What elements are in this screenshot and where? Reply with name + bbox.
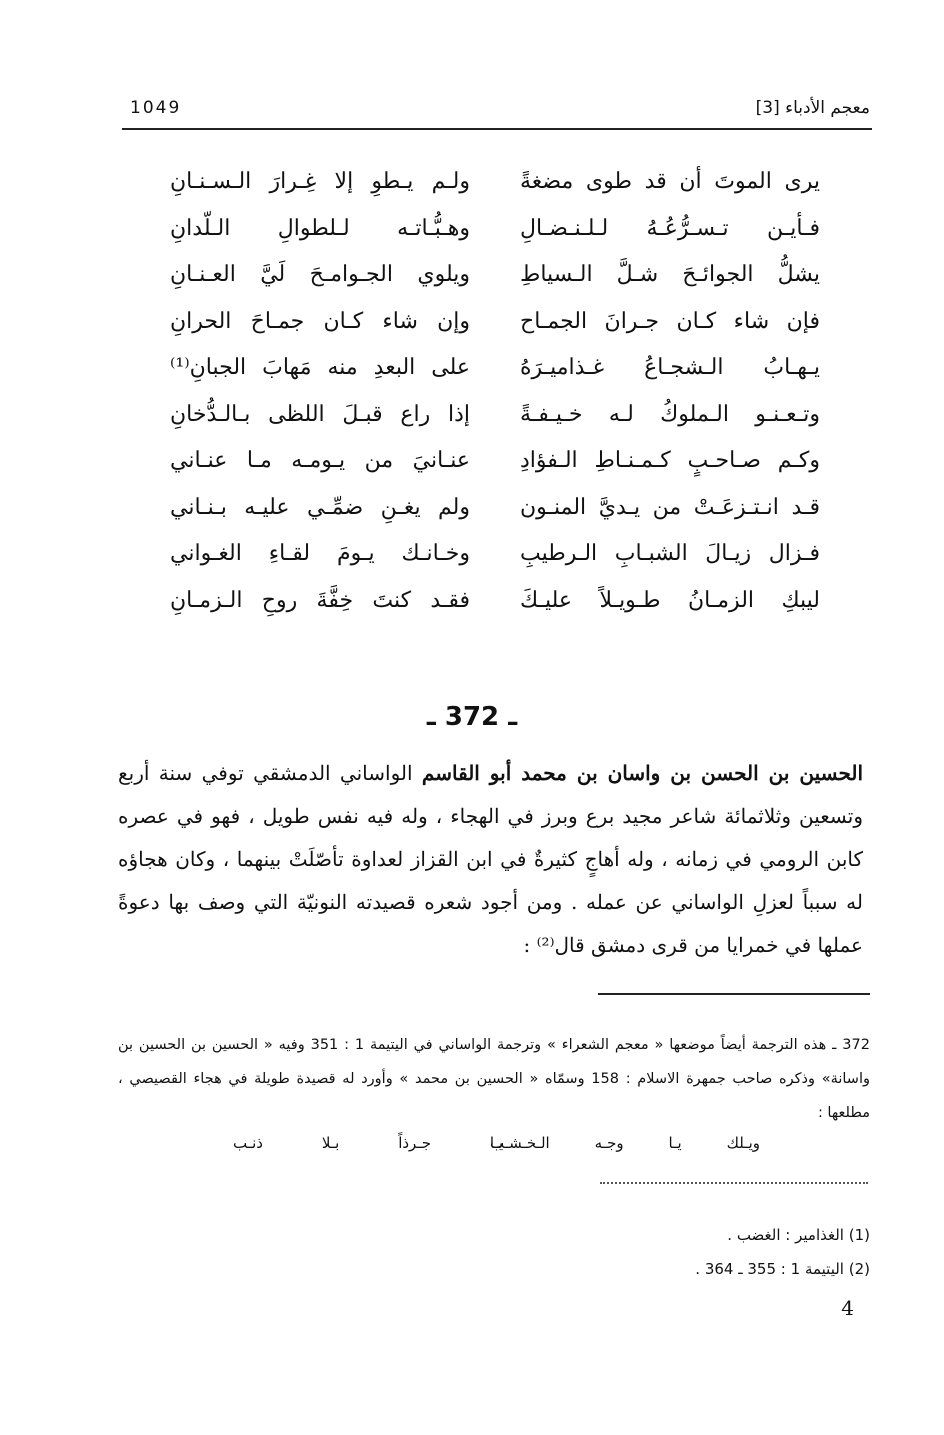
verse-first-hemistich: ليبكِ الزمـانُ طـويـلاً عليـكَ: [520, 587, 820, 613]
footnote-1: (1) الغذامير : الغضب .: [727, 1226, 870, 1244]
verse-row: [170, 444, 820, 491]
biography-name: الحسين بن الحسن بن واسان بن محمد أبو القاسم: [421, 761, 864, 785]
verse-second-hemistich: عنـانيَ من يـومـه مـا عنـاني: [170, 448, 470, 473]
verse-first-hemistich: وتـعـنـو الـملوكُ لـه خـيـفـةً: [520, 401, 820, 427]
verse-first-hemistich: فـزال زيـالَ الشبـابِ الـرطيبِ: [520, 541, 820, 566]
verse-second-hemistich: ويلوي الجـوامـحَ لَيَّ العـنـانِ: [170, 262, 470, 287]
verse-first-hemistich: قـد انـتـزعَـتْ من يـديَّ المنـون: [520, 494, 820, 520]
dotted-separator: [600, 1182, 868, 1184]
verse-second-hemistich: ولم يغـنِ ضمِّـي عليـه بـنـاني: [170, 494, 470, 520]
verse-second-hemistich: ولـم يـطوِ إلا غِـرارَ الـسـنـانِ: [170, 169, 470, 194]
biography-paragraph: [118, 752, 863, 967]
page-header: [130, 98, 870, 126]
book-title: معجم الأدباء [3]: [755, 98, 870, 118]
verse-row: [170, 584, 820, 631]
verse-second-hemistich: وهـبُّـاتـه لـلطوالِ الـلّدانِ: [170, 215, 470, 241]
editor-note-text: 372 ـ هذه الترجمة أيضاً موضعها « معجم الشعراء » وترجمة الواساني في اليتيمة 1 : 351 وفيه « الحسين بن الحسين بن واسانة» وذكره صاحب جمهرة الاسلام : 158 وسمّاه « الحسين بن محمد » وأورد له قصيدة طويلة في هجاء القصيصي ، مطلعها :: [118, 1037, 870, 1121]
verse-first-hemistich: فـأيـن تـسـرُّعُـهُ لـلـنـضـالِ: [520, 215, 820, 241]
verse-second-hemistich: على البعدِ منه مَهابَ الجبانِ⁽¹⁾: [170, 355, 470, 380]
note-verse: [118, 1126, 870, 1160]
footnote-rule: [598, 993, 870, 995]
page-number: 4: [841, 1296, 854, 1320]
verse-row: [170, 165, 820, 212]
verse-first-hemistich: فإن شاء كـان جـرانَ الجمـاح: [520, 308, 820, 334]
verse-row: [170, 212, 820, 259]
header-page-number: 1049: [130, 98, 182, 118]
verse-row: [170, 258, 820, 305]
verse-first-hemistich: يرى الموتَ أن قد طوى مضغةً: [520, 169, 820, 194]
verse-second-hemistich: وخـانـك يـومَ لقـاءِ الغـواني: [170, 541, 470, 566]
verse-second-hemistich: فقـد كنتَ خِفَّةَ روحِ الـزمـانِ: [170, 587, 470, 613]
verse-row: [170, 351, 820, 398]
verse-second-hemistich: وإن شاء كـان جمـاحَ الحرانِ: [170, 308, 470, 334]
header-rule: [122, 128, 872, 130]
verse-row: [170, 491, 820, 538]
verse-first-hemistich: يـهـابُ الـشجـاعُ غـذاميـرَهُ: [520, 355, 820, 380]
note-verse-first: ويـلك يـا وجـه الـخـشـب: [490, 1134, 760, 1152]
verse-row: [170, 537, 820, 584]
footnote-2: (2) اليتيمة 1 : 355 ـ 364 .: [695, 1260, 870, 1278]
verse-row: [170, 305, 820, 352]
verse-first-hemistich: وكـم صـاحـبٍ كـمـنـاطِ الـفؤادِ: [520, 448, 820, 473]
entry-number: ـ 372 ـ: [426, 702, 518, 732]
note-verse-second: يـا جـرذاً بـلا ذنـب: [233, 1134, 503, 1152]
verse-row: [170, 398, 820, 445]
footnotes: [560, 1218, 870, 1286]
verse-first-hemistich: يشلُّ الجوائـحَ شـلَّ الـسياطِ: [520, 262, 820, 287]
verse-second-hemistich: إذا راع قبـلَ اللظى بـالـدُّخانِ: [170, 401, 470, 427]
poem: [170, 165, 820, 630]
editor-note: [118, 1028, 870, 1160]
biography-text: الواساني الدمشقي توفي سنة أربع وتسعين وثلاثمائة شاعر مجيد برع وبرز في الهجاء ، وله فيه نفس طويل ، فهو في عصره كابن الرومي في زمانه ، وله أهاجٍ كثيرةٌ في ابن القزاز لعداوة تأصّلَتْ بينهما ، وكان هجاؤه له سبباً لعزلِ الواساني عن عمله . ومن أجود شعره قصيدته النونيّة التي وصف بها دعوةً عملها في خمرايا من قرى دمشق قال⁽²⁾ :: [118, 761, 863, 957]
